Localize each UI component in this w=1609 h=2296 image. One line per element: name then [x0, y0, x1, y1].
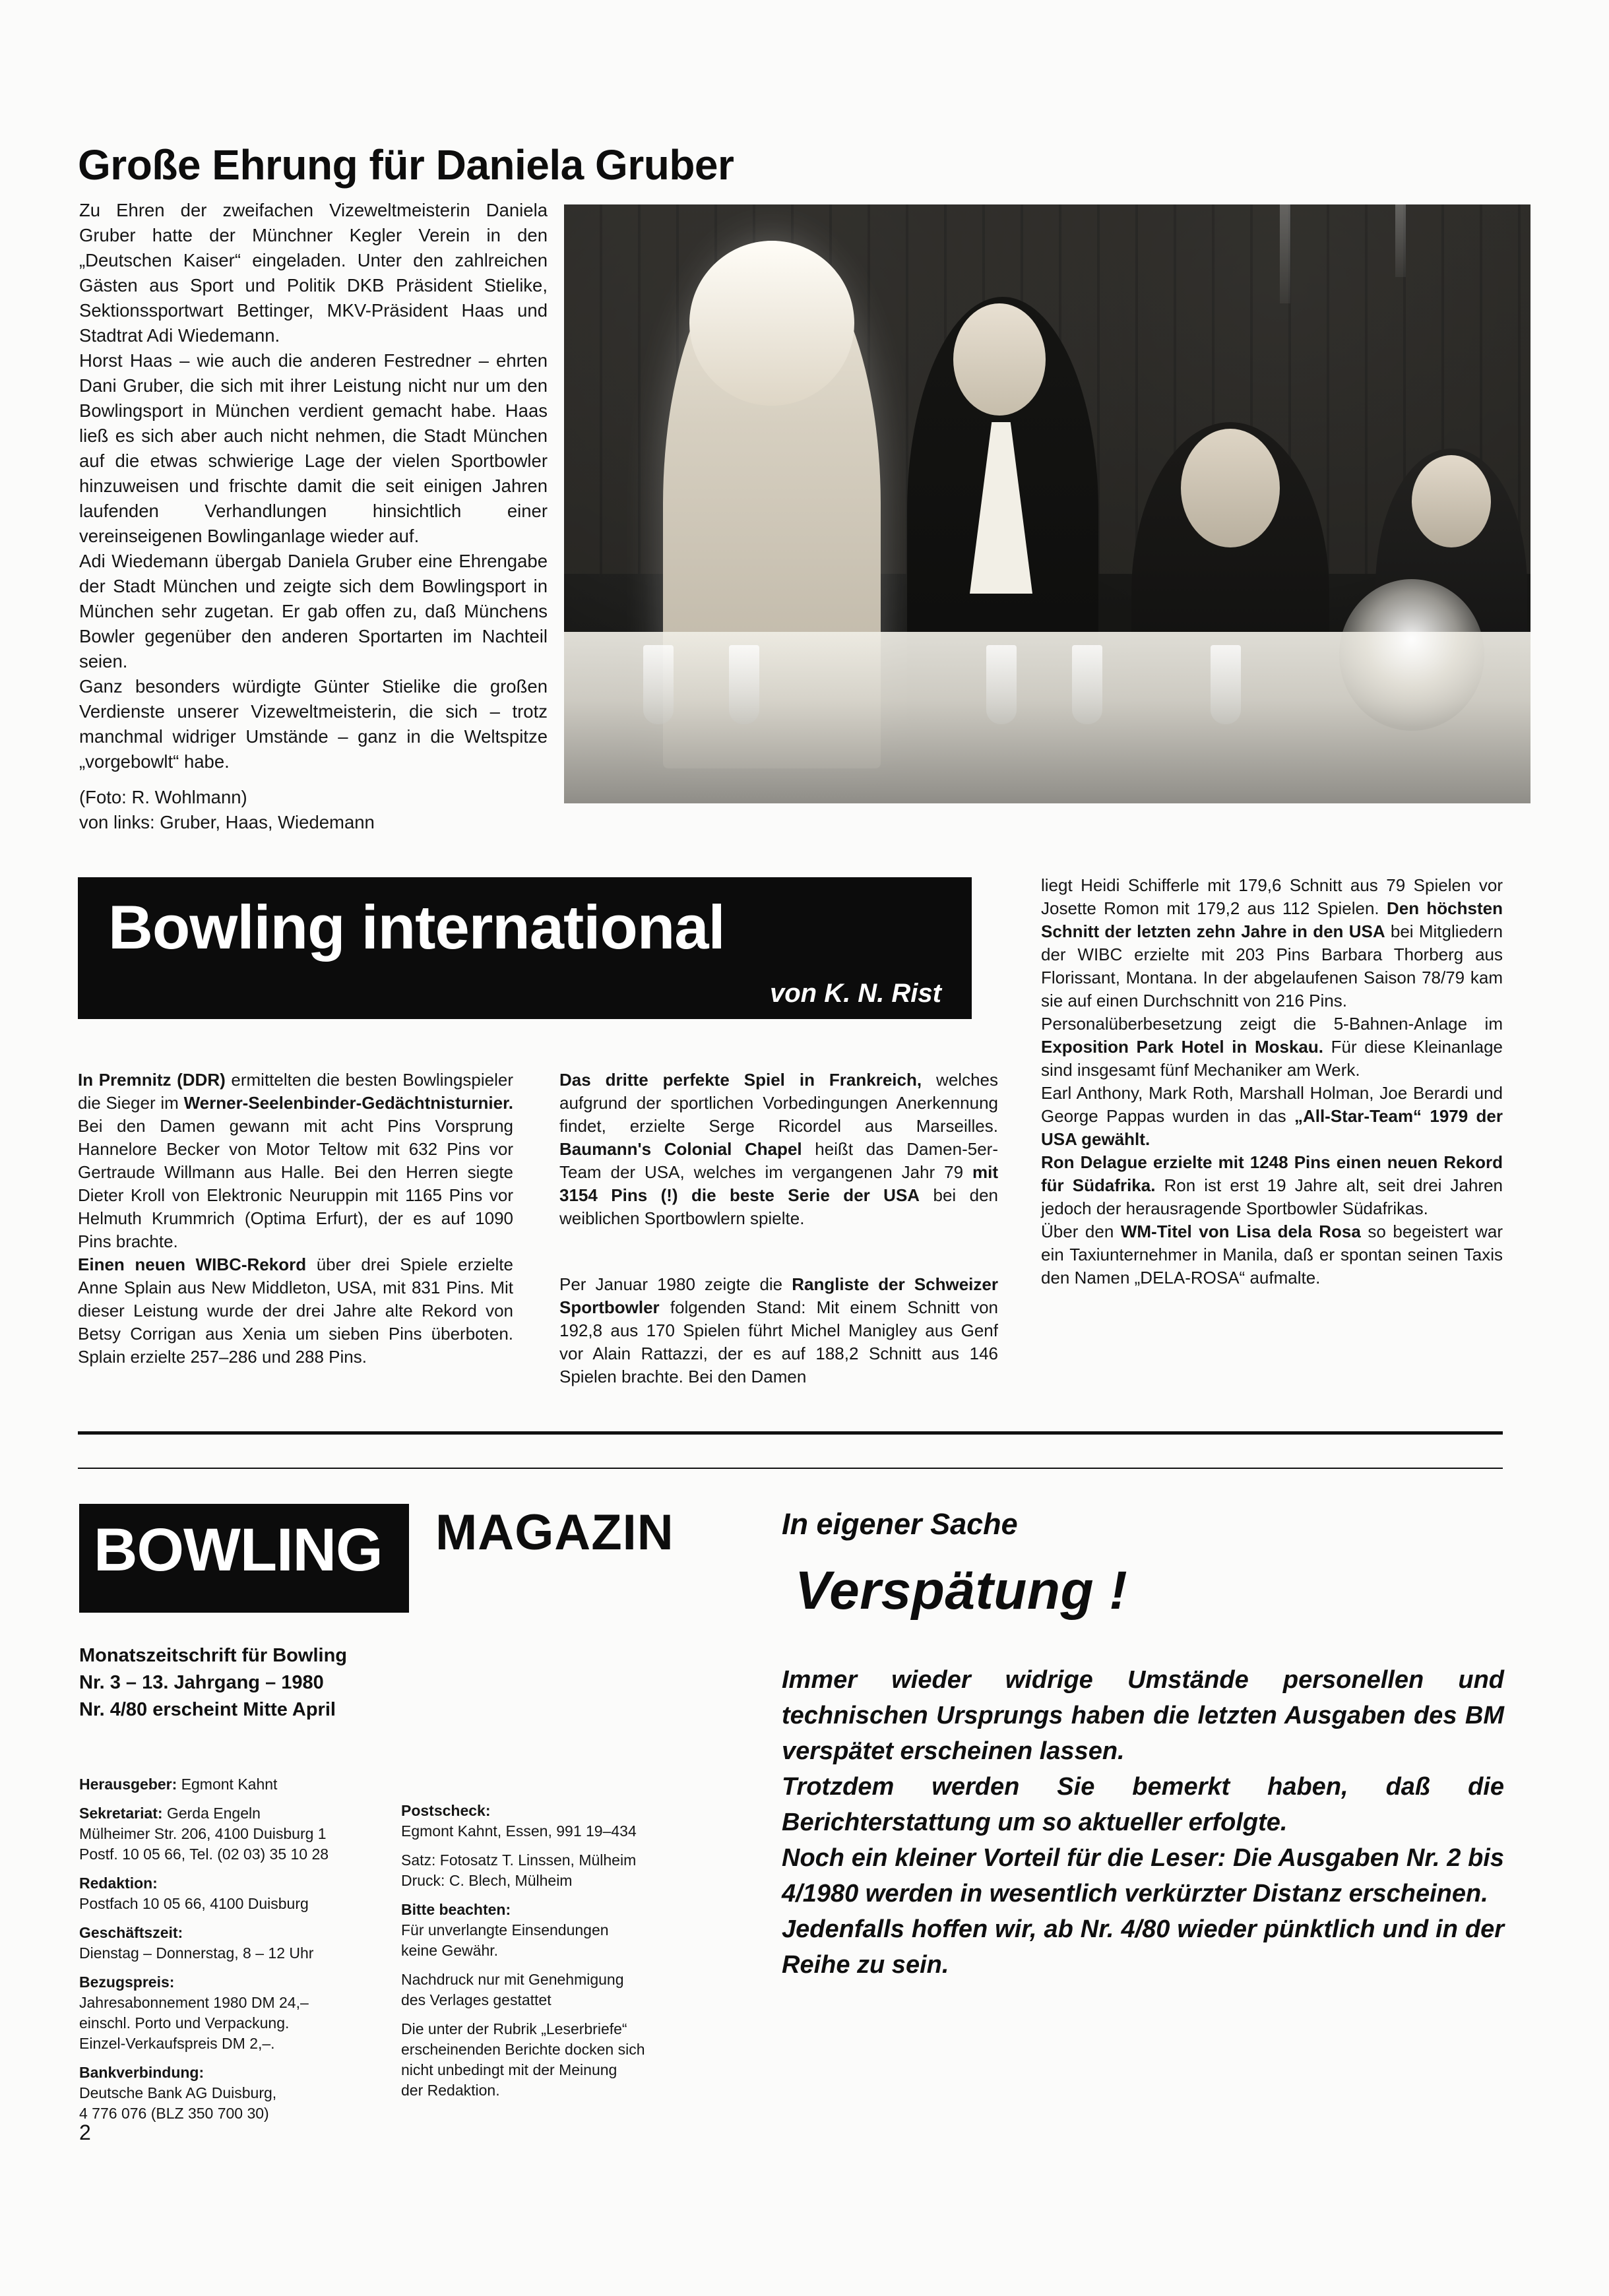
article-body [79, 198, 548, 774]
imprint-block: Bitte beachten: Für unverlangte Einsendungen keine Gewähr. [401, 1901, 609, 1959]
article-paragraph: Zu Ehren der zweifachen Vizeweltmeisterin Daniela Gruber hatte der Münchner Kegler Verein in den „Deutschen Kaiser“ eingeladen. Unter den zahlreichen Gästen aus Sport und Politik DKB Präsident Stielike, Sektionssportwart Bettinger, MKV-Präsident Haas und Stadtrat Adi Wiedemann. [79, 200, 548, 346]
imprint-column-right [401, 1801, 685, 2109]
bi-column-2b [559, 1273, 998, 1388]
masthead-logo [79, 1504, 409, 1613]
photo-glass [643, 645, 674, 724]
divider-rule [78, 1431, 1503, 1435]
imprint-block: Sekretariat: Gerda Engeln Mülheimer Str. 206, 4100 Duisburg 1 Postf. 10 05 66, Tel. (02 03) 35 10 28 [79, 1805, 329, 1863]
editorial-paragraph: Noch ein kleiner Vorteil für die Leser: Die Ausgaben Nr. 2 bis 4/1980 werden in wesentlich verkürzter Distanz erscheinen. [782, 1844, 1504, 1908]
masthead-logo-text: BOWLING [94, 1516, 383, 1584]
photo-credit: (Foto: R. Wohlmann) [79, 787, 247, 807]
article-paragraph: Ganz besonders würdigte Günter Stielike die großen Verdienste unserer Vizeweltmeisterin, die sich – trotz manchmal widriger Umstände – ganz in die Weltspitze „vorgebowlt“ habe. [79, 676, 548, 772]
imprint-block: Bankverbindung: Deutsche Bank AG Duisburg, 4 776 076 (BLZ 350 700 30) [79, 2064, 277, 2122]
editorial-paragraph: Jedenfalls hoffen wir, ab Nr. 4/80 wieder pünktlich und in der Reihe zu sein. [782, 1915, 1504, 1979]
event-photograph [564, 204, 1530, 803]
bi-column-3 [1041, 874, 1503, 1289]
imprint-column-left [79, 1774, 363, 2132]
imprint-block: Nachdruck nur mit Genehmigung des Verlages gestattet [401, 1971, 624, 2008]
editorial-body [782, 1662, 1504, 1983]
article-paragraph: Horst Haas – wie auch die anderen Festredner – ehrten Dani Gruber, die sich mit ihrer Leistung nicht nur um den Bowlingsport in München verdient gemacht habe. Haas ließ es sich aber auch nicht nehmen, die Stadt München auf die etwas schwierige Lage der vielen Sportbowler hinzuweisen und frischte damit die seit einigen Jahren laufenden Verhandlungen hinsichtlich einer vereinseigenen Bowlinganlage wieder auf. [79, 350, 548, 546]
imprint-block: Bezugspreis: Jahresabonnement 1980 DM 24,– einschl. Porto und Verpackung. Einzel-Verkaufspreis DM 2,–. [79, 1973, 309, 2052]
photo-lamp [1395, 204, 1406, 277]
imprint-block: Herausgeber: Egmont Kahnt [79, 1776, 278, 1793]
bi-paragraph: liegt Heidi Schifferle mit 179,6 Schnitt aus 79 Spielen vor Josette Romon mit 179,2 aus 112 Spielen. Den höchsten Schnitt der letzten zehn Jahre in den USA bei Mitgliedern der WIBC erzielte mit 203 Pins Barbara Thorberg aus Florissant, Montana. In der abgelaufenen Saison 78/79 kam sie auf einen Durchschnitt von 216 Pins. [1041, 875, 1503, 1010]
section-title: Bowling international [108, 892, 725, 962]
masthead-line: Nr. 4/80 erscheint Mitte April [79, 1699, 336, 1720]
editorial-paragraph: Trotzdem werden Sie bemerkt haben, daß die Berichterstattung um so aktueller erfolgte. [782, 1773, 1504, 1836]
bi-paragraph: Personalüberbesetzung zeigt die 5-Bahnen-Anlage im Exposition Park Hotel in Moskau. Für diese Kleinanlage sind insgesamt fünf Mechaniker am Werk. [1041, 1014, 1503, 1080]
imprint-block: Geschäftszeit: Dienstag – Donnerstag, 8 – 12 Uhr [79, 1924, 314, 1962]
imprint-block: Satz: Fotosatz T. Linssen, Mülheim Druck: C. Blech, Mülheim [401, 1851, 637, 1889]
photo-glass [986, 645, 1017, 724]
bi-paragraph: Earl Anthony, Mark Roth, Marshall Holman, Joe Berardi und George Pappas wurden in das „All-Star-Team“ 1979 der USA gewählt. [1041, 1083, 1503, 1149]
imprint-block: Postscheck: Egmont Kahnt, Essen, 991 19–434 [401, 1802, 637, 1840]
editorial-kicker: In eigener Sache [782, 1507, 1018, 1541]
photo-head [953, 303, 1046, 416]
photo-glass [729, 645, 759, 724]
masthead-line: Nr. 3 – 13. Jahrgang – 1980 [79, 1672, 324, 1693]
bi-column-2 [559, 1069, 998, 1230]
photo-head [1181, 429, 1280, 547]
bi-paragraph: In Premnitz (DDR) ermittelten die besten Bowlingspieler die Sieger im Werner-Seelenbinder-Gedächtnisturnier. Bei den Damen gewann mit acht Pins Vorsprung Hannelore Becker von Motor Teltow mit 632 Pins vor Gertraude Willmann aus Halle. Bei den Herren siegte Dieter Kroll von Elektronic Neuruppin mit 1165 Pins vor Helmuth Krummrich (Optima Erfurt), der es auf 1090 Pins brachte. [78, 1070, 513, 1251]
bi-paragraph: Über den WM-Titel von Lisa dela Rosa so begeistert war ein Taxiunternehmer in Manila, daß er spontan seinen Taxis den Namen „DELA-ROSA“ aufmalte. [1041, 1222, 1503, 1288]
photo-glass [1211, 645, 1241, 724]
editorial-title: Verspätung ! [795, 1561, 1128, 1621]
section-byline: von K. N. Rist [769, 979, 941, 1008]
photo-hair [689, 241, 854, 406]
masthead-info [79, 1642, 422, 1723]
bi-paragraph: Einen neuen WIBC-Rekord über drei Spiele erzielte Anne Splain aus New Middleton, USA, mit 831 Pins. Mit dieser Leistung wurde der drei Jahre alte Rekord von Betsy Corrigan aus Xenia um sieben Pins überboten. Splain erzielte 257–286 und 288 Pins. [78, 1255, 513, 1367]
bowling-international-banner [78, 877, 972, 1019]
bi-paragraph: Das dritte perfekte Spiel in Frankreich, welches aufgrund der sportlichen Vorbedingungen Anerkennung findet, erzielte Serge Ricordel aus Marseilles. Baumann's Colonial Chapel heißt das Damen-5er-Team der USA, welches im vergangenen Jahr 79 mit 3154 Pins (!) die beste Serie der USA bei den weiblichen Sportbowlern spielte. [559, 1070, 999, 1228]
photo-glass [1072, 645, 1102, 724]
imprint-block: Redaktion: Postfach 10 05 66, 4100 Duisburg [79, 1875, 309, 1912]
photo-head [1412, 455, 1491, 547]
bi-paragraph: Per Januar 1980 zeigte die Rangliste der Schweizer Sportbowler folgenden Stand: Mit einem Schnitt von 192,8 aus 170 Spielen führt Michel Manigley aus Genf vor Alain Rattazzi, der es auf 188,2 Schnitt aus 146 Spielen brachte. Bei den Damen [559, 1274, 998, 1386]
photo-lamp [1280, 204, 1290, 303]
masthead-magazin: MAGAZIN [435, 1505, 674, 1561]
imprint-block: Die unter der Rubrik „Leserbriefe“ erscheinenden Berichte docken sich nicht unbedingt mit der Meinung der Redaktion. [401, 2020, 645, 2099]
photo-shirt [970, 422, 1032, 594]
photo-caption-block [79, 785, 541, 835]
photo-flowers [1339, 579, 1484, 731]
divider-rule [78, 1468, 1503, 1469]
article-paragraph: Adi Wiedemann übergab Daniela Gruber eine Ehrengabe der Stadt München und zeigte sich dem Bowlingsport in München sehr zugetan. Er gab offen zu, daß Münchens Bowler gegenüber den anderen Sportarten im Nachteil seien. [79, 551, 548, 671]
photo-caption: von links: Gruber, Haas, Wiedemann [79, 812, 375, 832]
bi-paragraph: Ron Delague erzielte mit 1248 Pins einen neuen Rekord für Südafrika. Ron ist erst 19 Jahre alt, seit drei Jahren jedoch der herausragende Sportbowler Südafrikas. [1041, 1152, 1503, 1218]
page-title: Große Ehrung für Daniela Gruber [78, 140, 734, 189]
masthead-line: Monatszeitschrift für Bowling [79, 1645, 347, 1666]
bi-column-1 [78, 1069, 513, 1369]
editorial-paragraph: Immer wieder widrige Umstände personellen und technischen Ursprungs haben die letzten Ausgaben des BM verspätet erscheinen lassen. [782, 1666, 1504, 1765]
page-number: 2 [79, 2121, 91, 2144]
